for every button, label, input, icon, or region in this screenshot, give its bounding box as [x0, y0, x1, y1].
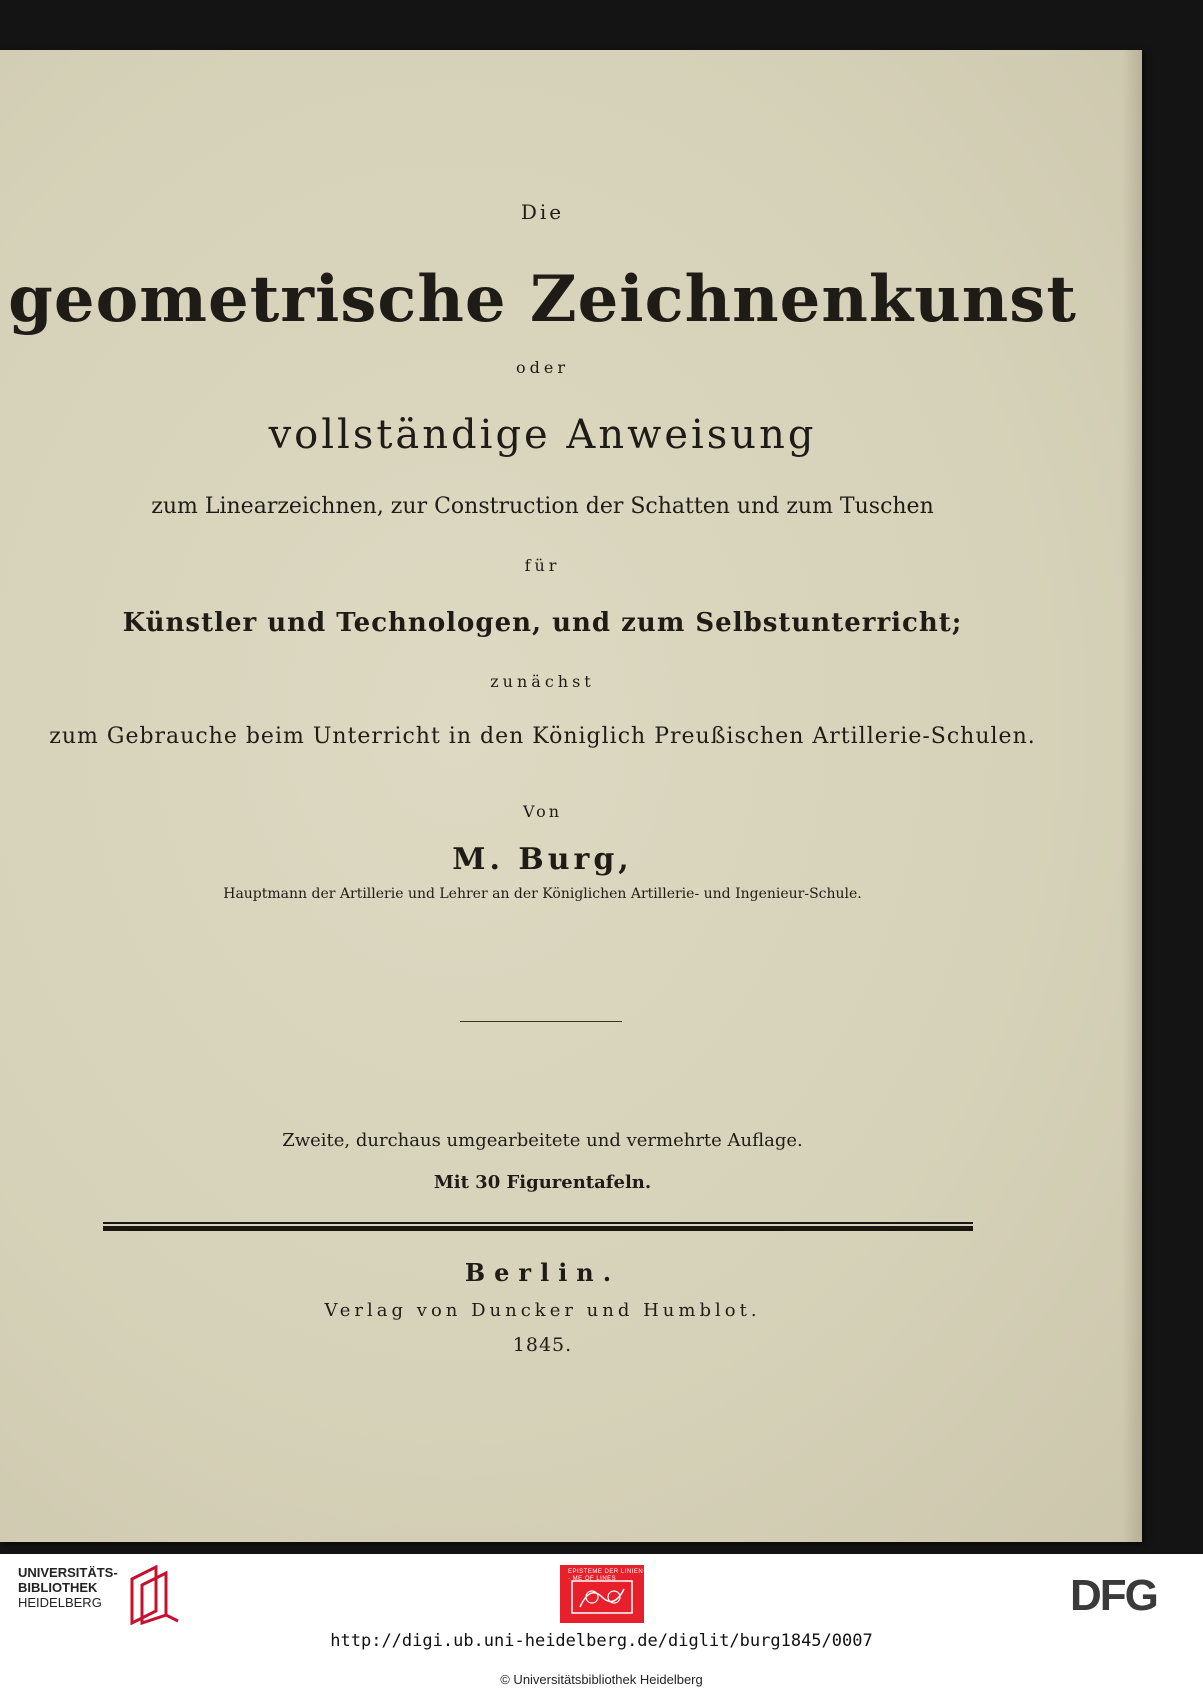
book-page — [0, 50, 1142, 1542]
purpose-line: zum Linearzeichnen, zur Construction der Schatten und zum Tuschen — [151, 494, 934, 519]
page-edge-shadow — [1122, 50, 1142, 1542]
author-role: Hauptmann der Artillerie und Lehrer an der Königlichen Artillerie- und Ingenieur-Schule. — [223, 886, 862, 902]
place-line: Berlin. — [464, 1258, 621, 1287]
dfg-logo[interactable]: DFG — [1070, 1571, 1157, 1620]
copyright-notice: © Universitätsbibliothek Heidelberg — [500, 1672, 703, 1687]
year-line: 1845. — [512, 1334, 573, 1356]
title-oder: oder — [516, 358, 569, 377]
episteme-text: EPISTEME DER LINIEN · ME OF LINES — [568, 1569, 644, 1582]
edition-line: Zweite, durchaus umgearbeitete und vermehrte Auflage. — [282, 1130, 803, 1151]
author-name: M. Burg, — [452, 842, 633, 877]
publisher-line: Verlag von Duncker und Humblot. — [324, 1300, 761, 1321]
title-zunaechst: zunächst — [490, 672, 595, 691]
main-title: geometrische Zeichnenkunst — [8, 262, 1077, 337]
episteme-icon — [570, 1579, 634, 1615]
library-name-line1: UNIVERSITÄTS- — [18, 1565, 118, 1580]
university-library-logo[interactable] — [18, 1565, 178, 1625]
library-book-icon — [126, 1565, 182, 1625]
plates-line: Mit 30 Figurentafeln. — [433, 1172, 652, 1193]
audience-line: Künstler und Technologen, und zum Selbstunterricht; — [122, 608, 963, 638]
short-rule — [460, 1021, 622, 1022]
library-name-line3: HEIDELBERG — [18, 1595, 102, 1610]
double-rule — [103, 1222, 973, 1231]
library-name — [18, 1565, 118, 1610]
subtitle: vollständige Anweisung — [268, 412, 817, 458]
title-von: Von — [522, 802, 563, 821]
title-die: Die — [520, 200, 565, 224]
title-fuer: für — [524, 556, 561, 575]
library-name-line2: BIBLIOTHEK — [18, 1580, 98, 1595]
episteme-logo[interactable] — [560, 1565, 644, 1623]
use-line: zum Gebrauche beim Unterricht in den Königlich Preußischen Artillerie-Schulen. — [49, 724, 1036, 749]
permalink-url[interactable]: http://digi.ub.uni-heidelberg.de/diglit/burg1845/0007 — [330, 1631, 873, 1651]
